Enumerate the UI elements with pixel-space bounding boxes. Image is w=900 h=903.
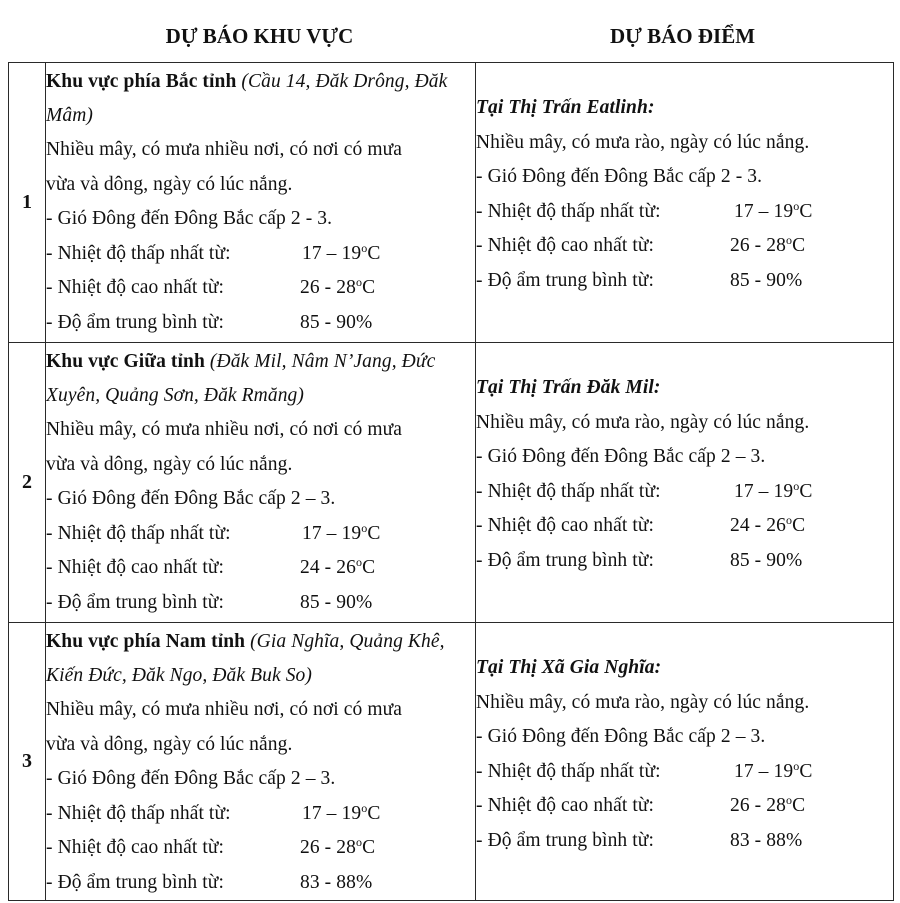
table-row [9,63,894,343]
table-row [9,623,894,901]
area-title-italic: (Cầu 14, Đăk Drông, Đăk Mâm) [46,71,448,126]
point-temp-min [476,755,893,790]
temp-max-value: 24 - 26 [730,515,786,536]
temp-min-value: 17 – 19 [734,760,794,782]
humidity-value: 85 - 90% [730,549,803,571]
temp-max-label: - Nhiệt độ cao nhất từ: [46,277,225,298]
area-humidity [46,866,475,901]
area-temp-min [46,797,475,832]
area-description-cont: vừa và dông, ngày có lúc nắng. [46,173,293,195]
area-description-cont: vừa và dông, ngày có lúc nắng. [46,453,293,475]
area-title [46,625,475,693]
point-title: Tại Thị Trấn Đăk Mil: [476,377,661,398]
area-title [46,65,475,133]
temp-max-label: - Nhiệt độ cao nhất từ: [46,837,225,858]
temp-min-label: - Nhiệt độ thấp nhất từ: [46,522,231,544]
point-forecast-header: DỰ BÁO ĐIỂM [609,24,756,48]
point-temp-min [476,475,893,510]
degree-symbol: o [793,198,800,213]
point-humidity [476,824,893,859]
point-temp-max [476,229,893,264]
humidity-value: 83 - 88% [730,829,803,851]
celsius-unit: C [362,837,376,858]
area-description: Nhiều mây, có mưa nhiều nơi, có nơi có mưa [46,139,403,160]
humidity-value: 83 - 88% [300,871,373,893]
table-row [9,343,894,623]
area-title-italic: (Đăk Mil, Nâm N’Jang, Đức Xuyên, Quảng Sơn, Đăk Rmăng) [46,351,436,406]
area-description-cont: vừa và dông, ngày có lúc nắng. [46,733,293,755]
point-title: Tại Thị Trấn Eatlinh: [476,97,655,118]
celsius-unit: C [799,760,813,782]
celsius-unit: C [792,235,806,256]
temp-max-value: 24 - 26 [300,557,356,578]
temp-min-label: - Nhiệt độ thấp nhất từ: [476,200,661,222]
point-description: Nhiều mây, có mưa rào, ngày có lúc nắng. [476,691,810,713]
celsius-unit: C [362,277,376,298]
temp-max-label: - Nhiệt độ cao nhất từ: [46,557,225,578]
temp-min-value: 17 – 19 [734,480,794,502]
area-temp-min [46,517,475,552]
degree-symbol: o [355,275,363,289]
humidity-label: - Độ ẩm trung bình từ: [476,829,654,851]
point-description: Nhiều mây, có mưa rào, ngày có lúc nắng. [476,411,810,433]
area-forecast-cell [46,623,476,901]
temp-min-label: - Nhiệt độ thấp nhất từ: [46,802,231,824]
area-forecast-cell [46,63,476,343]
humidity-label: - Độ ẩm trung bình từ: [476,269,654,291]
degree-symbol: o [793,758,800,773]
celsius-unit: C [367,522,381,544]
row-number: 2 [9,343,46,623]
humidity-label: - Độ ẩm trung bình từ: [46,311,224,333]
point-wind: - Gió Đông đến Đông Bắc cấp 2 – 3. [476,446,766,467]
area-forecast-header: DỰ BÁO KHU VỰC [165,24,354,48]
temp-max-value: 26 - 28 [730,795,786,816]
celsius-unit: C [792,795,806,816]
temp-min-value: 17 – 19 [302,242,362,264]
degree-symbol: o [793,478,800,493]
point-temp-min [476,195,893,230]
temp-min-value: 17 – 19 [302,802,362,824]
temp-min-label: - Nhiệt độ thấp nhất từ: [476,480,661,502]
temp-max-label: - Nhiệt độ cao nhất từ: [476,515,655,536]
point-forecast-cell [476,343,894,623]
celsius-unit: C [792,515,806,536]
celsius-unit: C [367,242,381,264]
humidity-value: 85 - 90% [300,591,373,613]
area-title [46,345,475,413]
point-forecast-cell [476,63,894,343]
area-title-bold: Khu vực Giữa tỉnh [46,351,205,372]
area-description: Nhiều mây, có mưa nhiều nơi, có nơi có mưa [46,419,403,440]
area-humidity [46,586,475,621]
area-title-italic: (Gia Nghĩa, Quảng Khê, Kiến Đức, Đăk Ngo, Đăk Buk So) [46,631,445,686]
temp-min-value: 17 – 19 [734,200,794,222]
temp-max-value: 26 - 28 [300,277,356,298]
degree-symbol: o [785,793,793,807]
row-number: 3 [9,623,46,901]
area-title-bold: Khu vực phía Nam tỉnh [46,631,246,652]
degree-symbol: o [361,240,368,255]
point-temp-max [476,509,893,544]
celsius-unit: C [367,802,381,824]
area-title-bold: Khu vực phía Bắc tỉnh [46,71,237,92]
degree-symbol: o [355,555,363,569]
humidity-label: - Độ ẩm trung bình từ: [476,549,654,571]
point-wind: - Gió Đông đến Đông Bắc cấp 2 – 3. [476,726,766,747]
temp-max-value: 26 - 28 [300,837,356,858]
degree-symbol: o [785,233,793,247]
point-forecast-cell [476,623,894,901]
point-temp-max [476,789,893,824]
area-forecast-cell [46,343,476,623]
temp-min-label: - Nhiệt độ thấp nhất từ: [46,242,231,264]
humidity-value: 85 - 90% [300,311,373,333]
area-humidity [46,306,475,341]
temp-min-value: 17 – 19 [302,522,362,544]
point-description: Nhiều mây, có mưa rào, ngày có lúc nắng. [476,131,810,153]
degree-symbol: o [361,520,368,535]
area-wind: - Gió Đông đến Đông Bắc cấp 2 - 3. [46,208,333,229]
point-title: Tại Thị Xã Gia Nghĩa: [476,657,662,678]
degree-symbol: o [361,800,368,815]
degree-symbol: o [355,835,363,849]
point-humidity [476,264,893,299]
area-temp-max [46,551,475,586]
row-number: 1 [9,63,46,343]
celsius-unit: C [799,480,813,502]
celsius-unit: C [362,557,376,578]
point-humidity [476,544,893,579]
area-temp-max [46,271,475,306]
point-wind: - Gió Đông đến Đông Bắc cấp 2 - 3. [476,166,763,187]
area-wind: - Gió Đông đến Đông Bắc cấp 2 – 3. [46,768,336,789]
humidity-value: 85 - 90% [730,269,803,291]
humidity-label: - Độ ẩm trung bình từ: [46,591,224,613]
area-description: Nhiều mây, có mưa nhiều nơi, có nơi có mưa [46,699,403,720]
degree-symbol: o [785,513,793,527]
temp-min-label: - Nhiệt độ thấp nhất từ: [476,760,661,782]
celsius-unit: C [799,200,813,222]
forecast-table [8,62,894,901]
temp-max-value: 26 - 28 [730,235,786,256]
temp-max-label: - Nhiệt độ cao nhất từ: [476,795,655,816]
area-temp-max [46,831,475,866]
area-temp-min [46,237,475,272]
humidity-label: - Độ ẩm trung bình từ: [46,871,224,893]
temp-max-label: - Nhiệt độ cao nhất từ: [476,235,655,256]
area-wind: - Gió Đông đến Đông Bắc cấp 2 – 3. [46,488,336,509]
